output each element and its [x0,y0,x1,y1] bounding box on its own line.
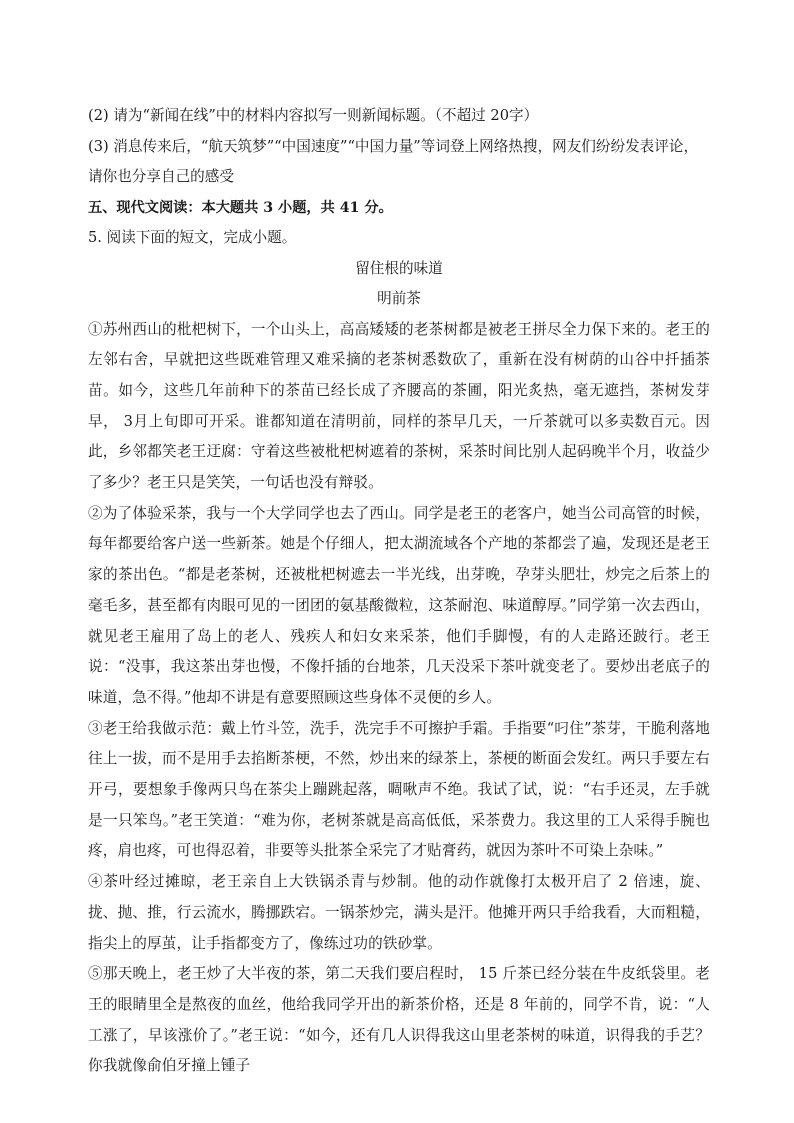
paragraph-3: ③老王给我做示范：戴上竹斗笠，洗手，洗完手不可擦护手霜。手指要“叼住”茶芽，干脆利落地往上一拔，而不是用手去掐断茶梗，不然，炒出来的绿茶上，茶梗的断面会发红。两只手要左右开弓，要想象手像两只鸟在茶尖上蹦跳起落，啁啾声不绝。我试了试，说：“右手还灵，左手就是一只笨鸟。”老王笑道：“难为你，老树茶就是高高低低，采茶费力。我这里的工人采得手腕也疼，肩也疼，可也得忍着，非要等头批茶全采完了才贴膏药，就因为茶叶不可染上杂味。” [88,719,710,860]
question-3: (3) 消息传来后，“航天筑梦”“中国速度”“中国力量”等词登上网络热搜，网友们纷纷发表评论，请你也分享自己的感受 [88,137,699,185]
article-author: 明前茶 [377,290,421,307]
paragraph-1: ①苏州西山的枇杷树下，一个山头上，高高矮矮的老茶树都是被老王拼尽全力保下来的。老王的左邻右舍，早就把这些既难管理又难采摘的老茶树悉数砍了，重新在没有树荫的山谷中扦插茶苗。如今，这些几年前种下的茶苗已经长成了齐腰高的茶圃，阳光炙热，毫无遮挡，茶树发芽早， 3月上旬即可开采。谁都知道在清明前，同样的茶早几天，一斤茶就可以多卖数百元。因此，乡邻都笑老王迂腐：守着这些被枇杷树遮着的茶树，采茶时间比别人起码晚半个月，收益少了多少？老王只是笑笑，一句话也没有辩驳。 [88,320,710,492]
section-heading: 五、现代文阅读：本大题共 3 小题，共 41 分。 [88,199,393,216]
reading-instruction: 5. 阅读下面的短文，完成小题。 [88,229,297,246]
paragraph-5: ⑤那天晚上，老王炒了大半夜的茶，第二天我们要启程时， 15 斤茶已经分装在牛皮纸袋里。老王的眼睛里全是熬夜的血丝，他给我同学开出的新茶价格，还是 8 年前的，同学不肯，说：“人工涨了，早该涨价了。”老王说：“如今，还有几人识得我这山里老茶树的味道，识得我的手艺？你我就像俞伯牙撞上锺子 [88,965,710,1075]
paragraph-2: ②为了体验采茶，我与一个大学同学也去了西山。同学是老王的老客户，她当公司高管的时候，每年都要给客户送一些新茶。她是个仔细人，把太湖流域各个产地的茶都尝了遍，发现还是老王家的茶出色。“都是老茶树，还被枇杷树遮去一半光线，出芽晚，孕芽头肥壮，炒完之后茶上的毫毛多，甚至都有肉眼可见的一团团的氨基酸微粒，这茶耐泡、味道醇厚。”同学第一次去西山，就见老王雇用了岛上的老人、残疾人和妇女来采茶，他们手脚慢，有的人走路还跛行。老王说：“没事，我这茶出芽也慢，不像扦插的台地茶，几天没采下茶叶就变老了。要炒出老底子的味道，急不得。”他却不讲是有意要照顾这些身体不灵便的乡人。 [88,504,710,706]
article-title: 留住根的味道 [355,259,443,277]
paragraph-4: ④茶叶经过摊晾，老王亲自上大铁锅杀青与炒制。他的动作就像打太极开启了 2 倍速，旋、拢、抛、推，行云流水，腾挪跌宕。一锅茶炒完，满头是汗。他摊开两只手给我看，大而粗糙，指尖上的厚茧，让手指都变方了，像练过功的铁砂掌。 [88,873,710,952]
question-2: (2) 请为“新闻在线”中的材料内容拟写一则新闻标题。（不超过 20字） [88,107,539,124]
